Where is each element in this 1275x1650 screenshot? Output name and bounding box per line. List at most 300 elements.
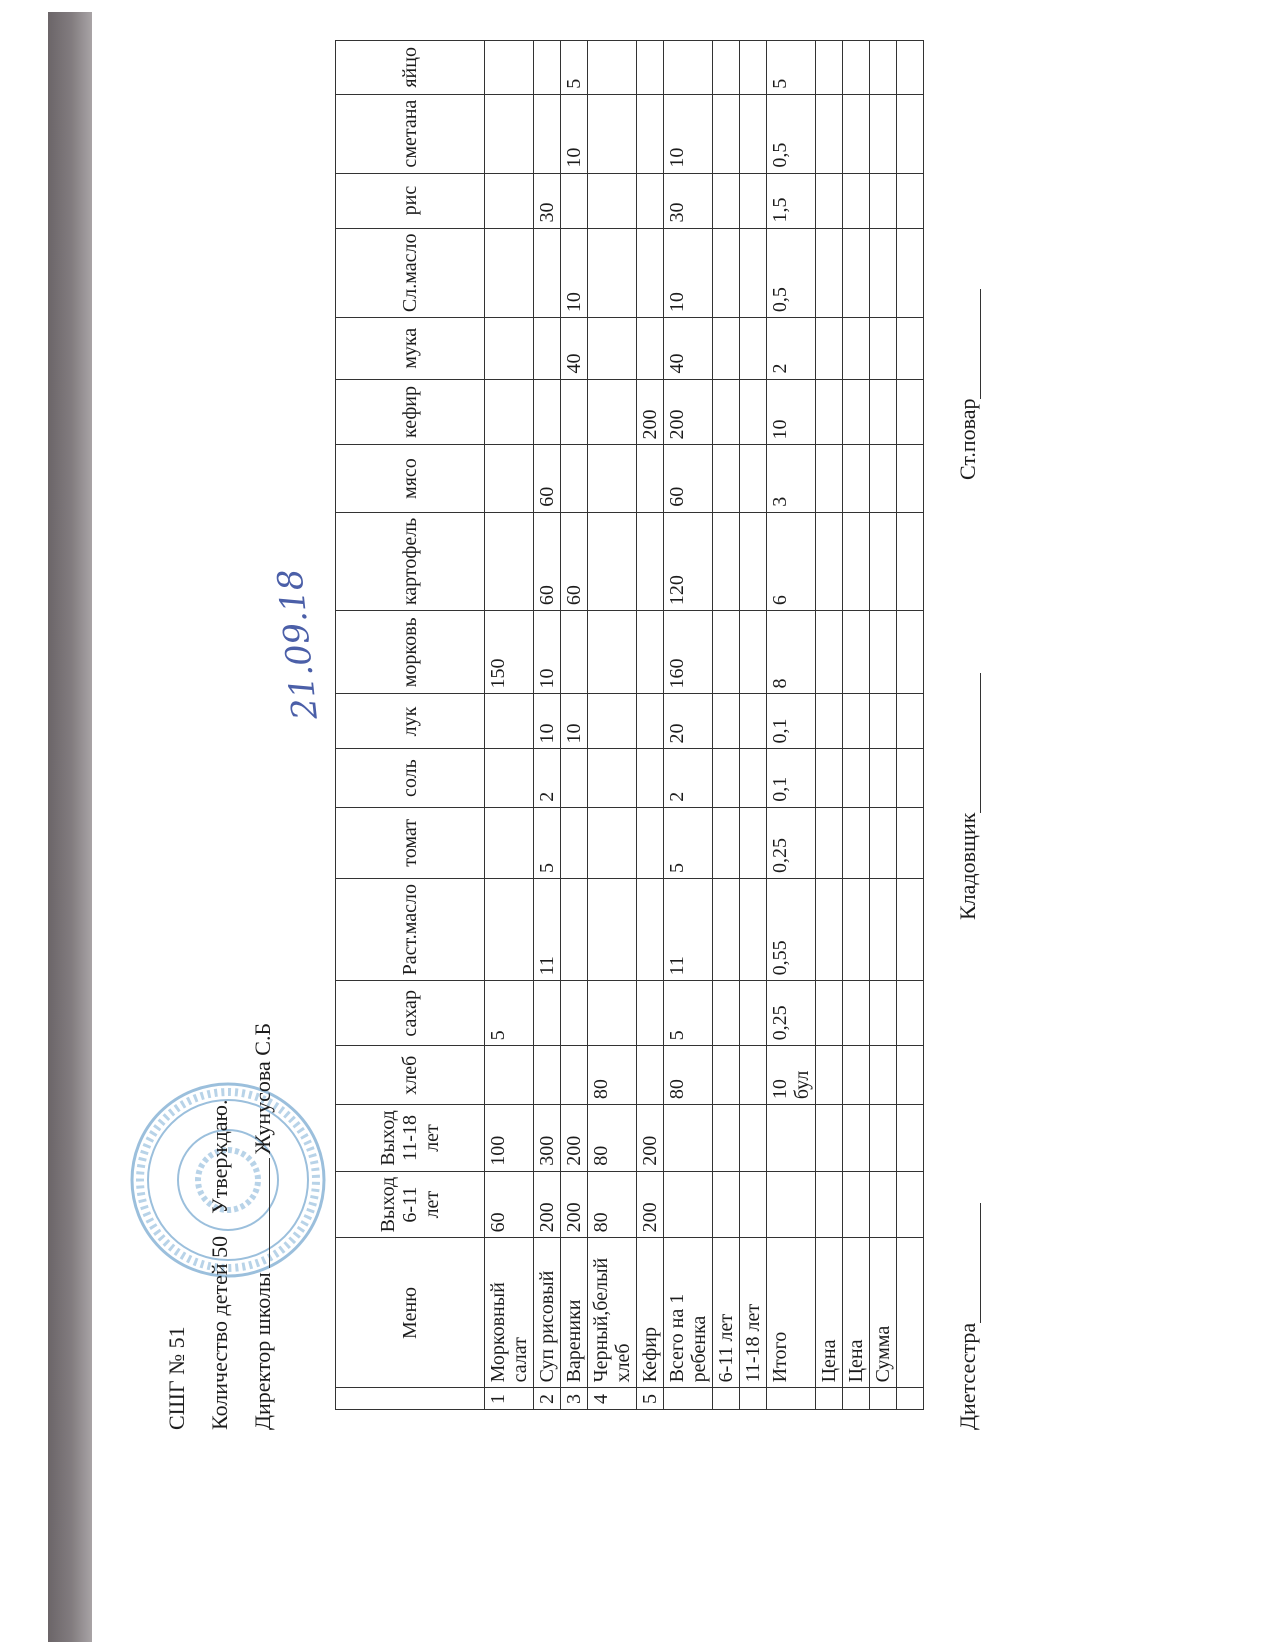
table-cell — [740, 694, 767, 749]
table-cell — [740, 981, 767, 1046]
table-cell: 0,1 — [767, 694, 816, 749]
table-cell — [637, 512, 664, 610]
table-cell — [713, 512, 740, 610]
table-cell — [588, 807, 637, 878]
table-cell — [843, 879, 870, 981]
table-cell — [534, 41, 561, 95]
table-cell — [588, 445, 637, 512]
table-cell: 10 — [561, 94, 588, 173]
column-header: Раст.масло — [336, 879, 485, 981]
table-cell: 3 — [767, 445, 816, 512]
column-header: рис — [336, 173, 485, 228]
table-cell: 80 — [588, 1171, 637, 1238]
table-cell — [843, 94, 870, 173]
table-cell: 300 — [534, 1105, 561, 1172]
table-cell — [816, 173, 843, 228]
table-cell: 2 — [767, 318, 816, 379]
table-cell — [740, 879, 767, 981]
table-cell — [713, 173, 740, 228]
table-cell — [870, 1171, 897, 1238]
table-cell — [534, 1046, 561, 1105]
table-cell — [713, 1171, 740, 1238]
director-signature-line — [269, 1158, 270, 1268]
table-cell: 30 — [534, 173, 561, 228]
table-cell — [816, 694, 843, 749]
table-cell: 200 — [637, 1105, 664, 1172]
table-cell — [897, 512, 924, 610]
table-header-row — [336, 41, 485, 1410]
table-cell — [713, 228, 740, 318]
table-cell — [664, 1171, 713, 1238]
table-cell: 10 — [664, 94, 713, 173]
table-cell — [897, 981, 924, 1046]
table-cell — [534, 94, 561, 173]
table-cell — [485, 379, 534, 445]
menu-item-cell: Суп рисовый — [534, 1238, 561, 1388]
menu-item-cell: Кефир — [637, 1238, 664, 1388]
table-cell — [870, 228, 897, 318]
table-row — [534, 41, 561, 1410]
row-number-cell: 2 — [534, 1388, 561, 1410]
row-number-cell: 3 — [561, 1388, 588, 1410]
table-cell — [897, 1171, 924, 1238]
table-cell — [664, 1105, 713, 1172]
table-cell — [740, 1105, 767, 1172]
table-cell — [637, 318, 664, 379]
table-cell — [897, 94, 924, 173]
row-number-cell — [713, 1388, 740, 1410]
table-cell — [637, 41, 664, 95]
table-cell — [897, 694, 924, 749]
table-cell: 200 — [561, 1171, 588, 1238]
row-number-cell — [870, 1388, 897, 1410]
table-cell — [713, 1046, 740, 1105]
table-row — [561, 41, 588, 1410]
table-cell — [588, 879, 637, 981]
table-cell: 60 — [534, 445, 561, 512]
column-header: яйцо — [336, 41, 485, 95]
table-cell — [870, 445, 897, 512]
table-cell — [816, 611, 843, 694]
table-cell — [897, 379, 924, 445]
table-cell: 6 — [767, 512, 816, 610]
table-cell: 0,5 — [767, 228, 816, 318]
menu-item-cell: Вареники — [561, 1238, 588, 1388]
dietitian-signature-line — [958, 1203, 981, 1323]
table-cell — [870, 41, 897, 95]
table-cell: 60 — [534, 512, 561, 610]
table-cell — [740, 94, 767, 173]
table-cell — [713, 611, 740, 694]
table-cell: 30 — [664, 173, 713, 228]
table-cell — [588, 94, 637, 173]
row-number-cell: 4 — [588, 1388, 637, 1410]
table-cell — [561, 981, 588, 1046]
table-cell: 0,1 — [767, 749, 816, 807]
column-header: морковь — [336, 611, 485, 694]
table-cell: 5 — [561, 41, 588, 95]
table-cell: 5 — [664, 807, 713, 878]
table-cell: 11 — [664, 879, 713, 981]
children-count: Количество детей 50 — [207, 1235, 232, 1430]
column-header: соль — [336, 749, 485, 807]
table-cell — [713, 1105, 740, 1172]
document-header — [155, 1023, 284, 1430]
table-cell — [897, 173, 924, 228]
table-cell — [740, 228, 767, 318]
table-cell — [816, 41, 843, 95]
table-cell — [637, 94, 664, 173]
table-cell — [897, 807, 924, 878]
table-cell: 60 — [561, 512, 588, 610]
table-cell — [816, 94, 843, 173]
table-cell: 200 — [637, 1171, 664, 1238]
table-cell — [588, 749, 637, 807]
menu-item-cell — [897, 1238, 924, 1388]
table-cell — [870, 807, 897, 878]
table-cell — [713, 94, 740, 173]
table-row — [637, 41, 664, 1410]
column-header: хлеб — [336, 1046, 485, 1105]
table-cell — [485, 94, 534, 173]
table-cell: 10 — [534, 611, 561, 694]
chef-label: Ст.повар — [955, 398, 980, 480]
table-row — [897, 41, 924, 1410]
row-number-cell — [664, 1388, 713, 1410]
table-cell — [485, 1046, 534, 1105]
table-cell: 10 — [664, 228, 713, 318]
table-cell — [485, 228, 534, 318]
table-cell — [561, 379, 588, 445]
table-cell — [870, 379, 897, 445]
table-cell: 100 — [485, 1105, 534, 1172]
table-cell — [870, 611, 897, 694]
table-cell — [485, 173, 534, 228]
row-number-cell: 5 — [637, 1388, 664, 1410]
column-header: сахар — [336, 981, 485, 1046]
table-cell — [485, 41, 534, 95]
school-name: СШГ № 51 — [164, 1326, 189, 1430]
handwritten-date: 21.09.18 — [270, 566, 326, 722]
table-cell — [534, 228, 561, 318]
column-header: томат — [336, 807, 485, 878]
approve-label: Утверждаю. — [207, 1099, 232, 1214]
table-cell — [637, 879, 664, 981]
menu-item-cell: Сумма — [870, 1238, 897, 1388]
table-cell — [843, 173, 870, 228]
table-cell: 160 — [664, 611, 713, 694]
table-cell — [713, 879, 740, 981]
column-header: Выход 6-11 лет — [336, 1171, 485, 1238]
table-cell — [637, 173, 664, 228]
table-cell — [740, 173, 767, 228]
table-cell — [561, 445, 588, 512]
row-number-cell — [740, 1388, 767, 1410]
table-cell: 40 — [561, 318, 588, 379]
table-cell — [843, 41, 870, 95]
table-cell — [870, 512, 897, 610]
table-cell — [843, 694, 870, 749]
table-cell — [816, 228, 843, 318]
table-cell — [637, 228, 664, 318]
table-cell — [561, 1046, 588, 1105]
table-cell — [897, 41, 924, 95]
table-cell — [870, 879, 897, 981]
table-cell — [816, 981, 843, 1046]
table-cell: 5 — [767, 41, 816, 95]
table-cell: 60 — [664, 445, 713, 512]
table-cell — [816, 1171, 843, 1238]
table-cell — [740, 807, 767, 878]
table-cell — [870, 694, 897, 749]
table-cell — [897, 879, 924, 981]
table-cell: 0,55 — [767, 879, 816, 981]
table-cell — [637, 749, 664, 807]
table-cell — [816, 879, 843, 981]
row-number-cell — [767, 1388, 816, 1410]
table-cell — [588, 379, 637, 445]
chef-signature — [955, 289, 981, 480]
table-cell — [588, 41, 637, 95]
menu-item-cell: Цена — [816, 1238, 843, 1388]
table-cell — [740, 1046, 767, 1105]
column-header: Выход 11-18 лет — [336, 1105, 485, 1172]
table-cell — [870, 1105, 897, 1172]
column-header: лук — [336, 694, 485, 749]
table-cell — [713, 379, 740, 445]
table-cell — [740, 749, 767, 807]
chef-signature-line — [958, 289, 981, 399]
table-cell: 2 — [664, 749, 713, 807]
table-cell — [713, 694, 740, 749]
table-cell — [534, 318, 561, 379]
table-cell — [588, 694, 637, 749]
table-cell — [713, 981, 740, 1046]
table-cell: 20 — [664, 694, 713, 749]
table-cell: 10 — [534, 694, 561, 749]
table-cell: 200 — [534, 1171, 561, 1238]
table-cell — [485, 879, 534, 981]
table-cell: 5 — [664, 981, 713, 1046]
table-cell — [534, 981, 561, 1046]
scan-edge — [48, 12, 92, 1642]
table-cell: 200 — [561, 1105, 588, 1172]
column-header: мясо — [336, 445, 485, 512]
table-cell — [816, 318, 843, 379]
table-cell — [561, 611, 588, 694]
table-row — [664, 41, 713, 1410]
table-cell — [843, 445, 870, 512]
table-cell — [485, 807, 534, 878]
storekeeper-signature — [955, 673, 981, 920]
table-cell — [870, 318, 897, 379]
menu-item-cell: 6-11 лет — [713, 1238, 740, 1388]
table-cell — [816, 807, 843, 878]
director-label: Директор школы — [250, 1272, 275, 1430]
table-cell — [588, 981, 637, 1046]
table-row — [816, 41, 843, 1410]
table-cell: 0,25 — [767, 807, 816, 878]
table-cell — [816, 512, 843, 610]
table-cell: 11 — [534, 879, 561, 981]
storekeeper-label: Кладовщик — [955, 812, 980, 920]
table-cell — [870, 749, 897, 807]
table-cell — [897, 1046, 924, 1105]
column-header: картофель — [336, 512, 485, 610]
table-cell — [588, 228, 637, 318]
table-cell — [816, 445, 843, 512]
table-cell: 10 — [561, 694, 588, 749]
table-cell — [843, 1105, 870, 1172]
table-cell — [843, 807, 870, 878]
table-cell — [637, 807, 664, 878]
table-cell — [843, 1171, 870, 1238]
table-cell — [740, 41, 767, 95]
table-cell — [843, 379, 870, 445]
table-row — [485, 41, 534, 1410]
row-number-cell: 1 — [485, 1388, 534, 1410]
column-header: Меню — [336, 1238, 485, 1388]
table-row — [767, 41, 816, 1410]
table-cell — [816, 1105, 843, 1172]
children-count-line — [198, 1023, 241, 1430]
table-cell: 80 — [664, 1046, 713, 1105]
table-cell: 200 — [637, 379, 664, 445]
table-row — [870, 41, 897, 1410]
table-cell — [637, 981, 664, 1046]
table-cell — [740, 379, 767, 445]
table-cell: 80 — [588, 1105, 637, 1172]
table-cell — [588, 611, 637, 694]
menu-item-cell: Цена — [843, 1238, 870, 1388]
table-cell — [897, 611, 924, 694]
table-cell — [843, 611, 870, 694]
table-cell — [843, 1046, 870, 1105]
table-cell — [561, 807, 588, 878]
table-cell — [816, 379, 843, 445]
table-cell — [897, 1105, 924, 1172]
table-cell: 2 — [534, 749, 561, 807]
table-cell — [485, 512, 534, 610]
table-cell — [588, 512, 637, 610]
table-cell — [816, 749, 843, 807]
table-cell — [843, 981, 870, 1046]
table-cell: 150 — [485, 611, 534, 694]
table-cell: 8 — [767, 611, 816, 694]
table-cell — [740, 512, 767, 610]
table-cell — [843, 318, 870, 379]
table-cell — [561, 749, 588, 807]
table-cell — [897, 749, 924, 807]
table-cell: 40 — [664, 318, 713, 379]
table-cell — [588, 173, 637, 228]
table-cell — [485, 318, 534, 379]
menu-item-cell: Черный,белый хлеб — [588, 1238, 637, 1388]
table-cell — [485, 749, 534, 807]
table-cell — [561, 173, 588, 228]
menu-item-cell: Итого — [767, 1238, 816, 1388]
table-cell — [843, 228, 870, 318]
table-cell — [767, 1171, 816, 1238]
table-cell — [664, 41, 713, 95]
row-number-cell — [843, 1388, 870, 1410]
table-cell — [843, 512, 870, 610]
table-cell — [713, 749, 740, 807]
table-cell — [588, 318, 637, 379]
table-cell — [485, 445, 534, 512]
table-cell — [637, 445, 664, 512]
row-number-cell — [897, 1388, 924, 1410]
director-name: Жунусова С.Б — [250, 1022, 275, 1155]
table-row — [843, 41, 870, 1410]
table-cell — [870, 94, 897, 173]
table-row — [713, 41, 740, 1410]
table-cell: 120 — [664, 512, 713, 610]
table-cell — [870, 981, 897, 1046]
table-cell: 10 бул — [767, 1046, 816, 1105]
table-cell: 10 — [561, 228, 588, 318]
table-cell — [534, 379, 561, 445]
table-cell: 60 — [485, 1171, 534, 1238]
table-cell — [740, 318, 767, 379]
column-header: Сл.масло — [336, 228, 485, 318]
table-cell — [767, 1105, 816, 1172]
table-cell — [740, 445, 767, 512]
table-cell: 80 — [588, 1046, 637, 1105]
table-row — [740, 41, 767, 1410]
storekeeper-signature-line — [958, 673, 981, 813]
table-cell — [897, 445, 924, 512]
table-cell — [561, 879, 588, 981]
table-cell — [843, 749, 870, 807]
table-cell: 10 — [767, 379, 816, 445]
table-cell: 1,5 — [767, 173, 816, 228]
table-cell — [897, 228, 924, 318]
table-row — [588, 41, 637, 1410]
table-cell — [713, 807, 740, 878]
table-cell — [713, 41, 740, 95]
table-cell — [740, 611, 767, 694]
column-header: мука — [336, 318, 485, 379]
table-cell — [713, 318, 740, 379]
table-cell: 5 — [485, 981, 534, 1046]
table-cell — [816, 1046, 843, 1105]
table-cell: 0,5 — [767, 94, 816, 173]
table-cell — [870, 173, 897, 228]
table-cell: 200 — [664, 379, 713, 445]
column-header: кефир — [336, 379, 485, 445]
table-cell: 5 — [534, 807, 561, 878]
menu-item-cell: Морковный салат — [485, 1238, 534, 1388]
column-header: сметана — [336, 94, 485, 173]
rotated-page — [150, 40, 1150, 1600]
row-number-cell — [816, 1388, 843, 1410]
dietitian-signature — [955, 1203, 981, 1430]
table-cell — [637, 1046, 664, 1105]
table-cell — [870, 1046, 897, 1105]
table-cell — [740, 1171, 767, 1238]
column-header — [336, 1388, 485, 1410]
table-cell — [485, 694, 534, 749]
director-line — [241, 1023, 284, 1430]
table-cell — [637, 611, 664, 694]
table-cell — [637, 694, 664, 749]
menu-table — [335, 40, 924, 1410]
menu-item-cell: Всего на 1 ребенка — [664, 1238, 713, 1388]
table-cell: 0,25 — [767, 981, 816, 1046]
dietitian-label: Диетсестра — [955, 1322, 980, 1430]
menu-item-cell: 11-18 лет — [740, 1238, 767, 1388]
